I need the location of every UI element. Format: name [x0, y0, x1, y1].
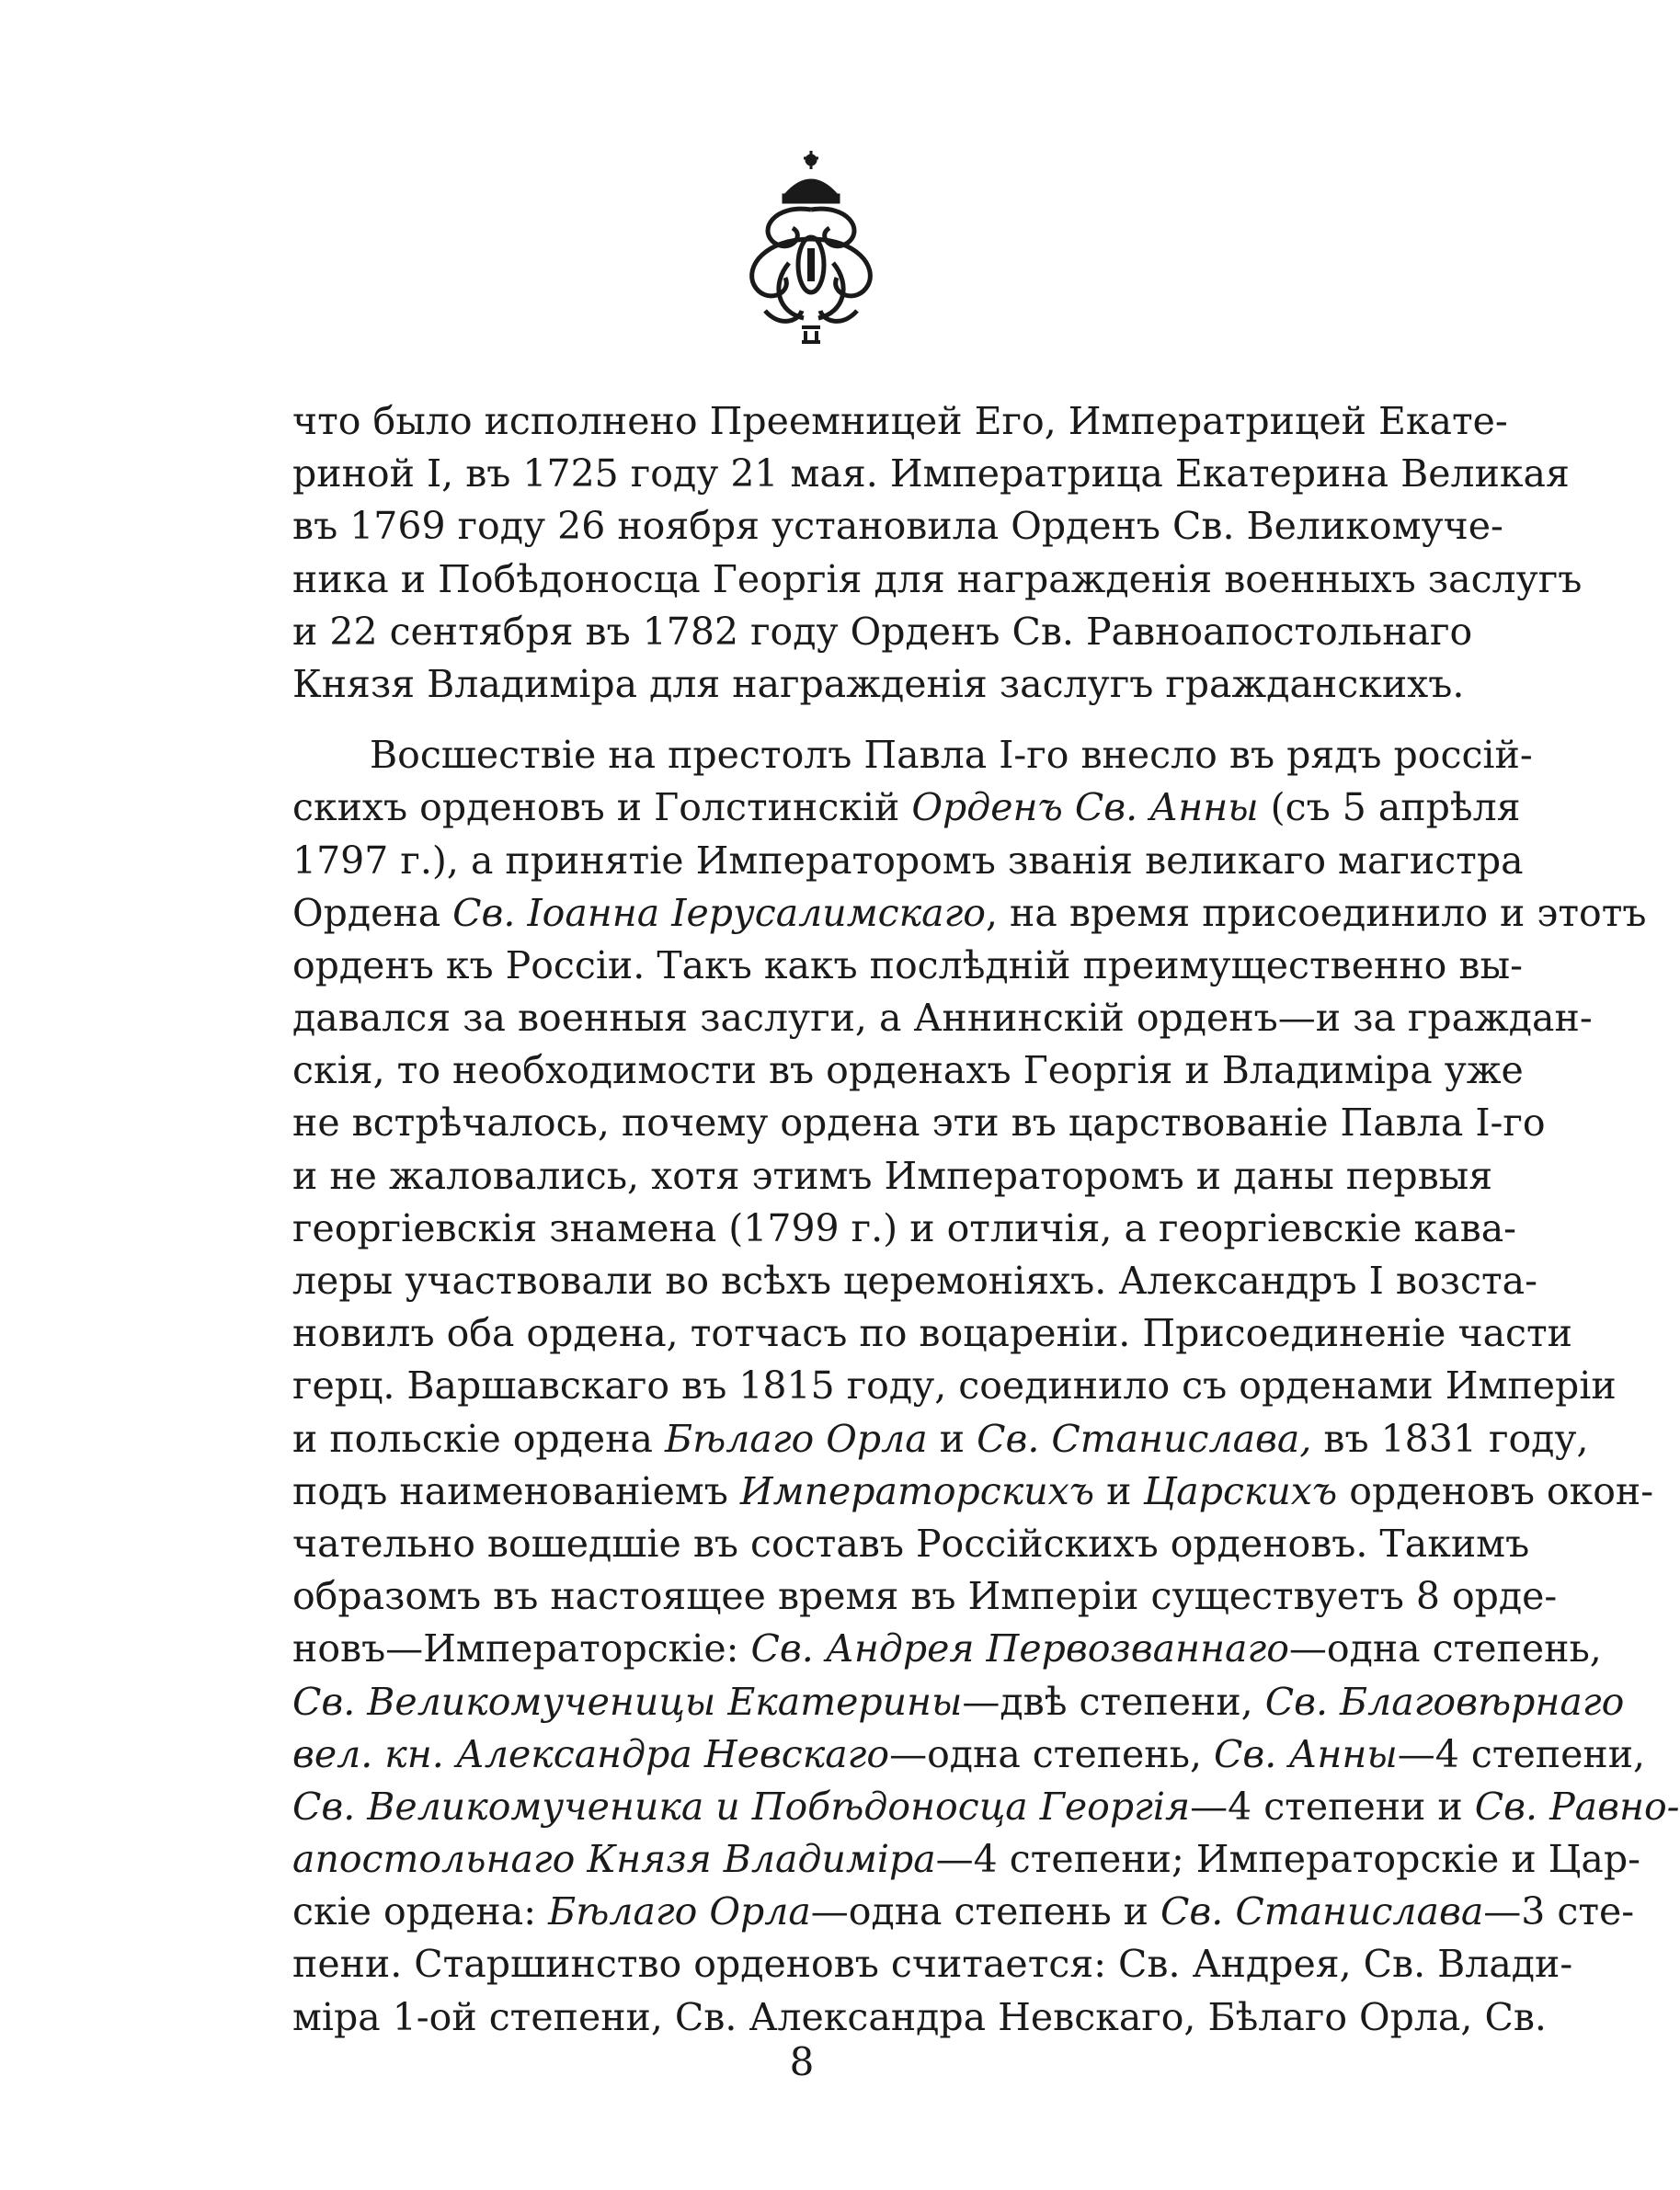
italic-segment: Св. Анны: [1214, 1731, 1398, 1776]
text-line: [292, 1150, 1493, 1203]
italic-segment: Бѣлаго Орла: [664, 1416, 928, 1461]
text-line: [292, 940, 1523, 992]
text-segment: не встрѣчалось, почему ордена эти въ царствованіе Павла I-го: [292, 1101, 1546, 1146]
text-line: [292, 1833, 1640, 1886]
text-segment: —одна степень,: [1288, 1626, 1602, 1671]
paragraph: [292, 729, 1680, 2044]
text-segment: міра 1-ой степени, Св. Александра Невскаго, Бѣлаго Орла, Св.: [292, 1994, 1547, 2039]
text-segment: —одна степень,: [889, 1731, 1215, 1776]
text-segment: скія, то необходимости въ орденахъ Георгія и Владиміра уже: [292, 1048, 1524, 1093]
text-line: [292, 1307, 1572, 1360]
text-segment: ника и Побѣдоносца Георгія для награжденія военныхъ заслугъ: [292, 556, 1583, 601]
italic-segment: Св. Равно-: [1474, 1784, 1680, 1829]
italic-segment: апостольнаго Князя Владиміра: [292, 1837, 936, 1882]
italic-segment: Орденъ Св. Анны: [911, 785, 1259, 830]
text-line: [292, 658, 1465, 711]
text-line: [292, 1991, 1547, 2044]
italic-segment: Св. Благовѣрнаго: [1264, 1679, 1625, 1724]
text-line: [292, 1097, 1546, 1149]
text-segment: и не жаловались, хотя этимъ Императоромъ и даны первыя: [292, 1153, 1493, 1198]
text-line: [292, 835, 1524, 887]
text-segment: въ 1769 году 26 ноября установила Орденъ Св. Великомуче-: [292, 504, 1503, 549]
text-segment: и: [927, 1416, 977, 1461]
text-segment: подъ наименованіемъ: [292, 1468, 740, 1513]
text-segment: и польскіе ордена: [292, 1416, 665, 1461]
italic-segment: Св. Станислава: [1160, 1889, 1484, 1934]
text-line: [292, 1203, 1516, 1255]
italic-segment: Царскихъ: [1143, 1468, 1338, 1513]
text-segment: пени. Старшинство орденовъ считается: Св. Андрея, Св. Влади-: [292, 1942, 1573, 1987]
text-line: [292, 1518, 1530, 1570]
paragraph: [292, 395, 1583, 711]
italic-segment: Св. Іоанна Іерусалимскаго: [452, 890, 986, 935]
text-segment: скіе ордена:: [292, 1889, 549, 1934]
text-segment: (съ 5 апрѣля: [1258, 785, 1521, 830]
text-segment: новъ—Императорскіе:: [292, 1626, 751, 1671]
text-segment: давался за военныя заслуги, а Аннинскій орденъ—и за граждан-: [292, 996, 1593, 1041]
text-line: [292, 1360, 1617, 1412]
text-line: [292, 448, 1570, 500]
italic-segment: Императорскихъ: [739, 1468, 1095, 1513]
italic-segment: Бѣлаго Орла: [548, 1889, 811, 1934]
text-segment: чательно вошедшіе въ составъ Россійскихъ орденовъ. Такимъ: [292, 1521, 1530, 1566]
text-line: [292, 1044, 1524, 1097]
text-segment: скихъ орденовъ и Голстинскій: [292, 785, 912, 830]
text-segment: —одна степень и: [810, 1889, 1161, 1934]
italic-segment: Св. Великомученицы Екатерины: [292, 1679, 963, 1724]
text-segment: образомъ въ настоящее время въ Имперіи существуетъ 8 орде-: [292, 1574, 1558, 1619]
monogram-crown-icon: [737, 147, 885, 345]
text-segment: въ 1831 году,: [1311, 1416, 1589, 1461]
text-segment: орденъ къ Россіи. Такъ какъ послѣдній преимущественно вы-: [292, 942, 1523, 987]
text-line: [292, 606, 1473, 658]
italic-segment: вел. кн. Александра Невскаго: [292, 1731, 890, 1776]
text-segment: новилъ оба ордена, тотчасъ по воцареніи. Присоединеніе части: [292, 1311, 1572, 1356]
text-segment: —4 степени; Императорскіе и Цар-: [935, 1837, 1640, 1882]
text-segment: Ордена: [292, 890, 453, 935]
text-line: [292, 500, 1503, 553]
text-line: [292, 1570, 1558, 1623]
text-line: [292, 729, 1533, 781]
text-line: [292, 1466, 1654, 1518]
text-line: [292, 1413, 1589, 1466]
text-line: [292, 1623, 1602, 1675]
body-text: [292, 395, 1680, 2044]
text-segment: риной I, въ 1725 году 21 мая. Императрица Екатерина Великая: [292, 451, 1570, 496]
text-segment: орденовъ окон-: [1337, 1468, 1654, 1513]
text-segment: —3 сте-: [1483, 1889, 1635, 1934]
text-segment: что было исполнено Преемницей Его, Императрицей Екате-: [292, 399, 1508, 443]
italic-segment: Св. Великомученика и Побѣдоносца Георгія: [292, 1784, 1191, 1829]
text-segment: Восшествіе на престолъ Павла I-го внесло въ рядъ россій-: [370, 733, 1533, 778]
text-segment: Князя Владиміра для награжденія заслугъ гражданскихъ.: [292, 661, 1465, 706]
italic-segment: Св. Андрея Первозваннаго: [750, 1626, 1289, 1671]
text-segment: леры участвовали во всѣхъ церемоніяхъ. Александръ I возста-: [292, 1259, 1537, 1303]
text-line: [292, 781, 1521, 834]
text-line: [292, 395, 1508, 448]
text-line: [292, 992, 1593, 1044]
text-segment: герц. Варшавскаго въ 1815 году, соединило съ орденами Имперіи: [292, 1363, 1617, 1409]
text-line: [292, 1255, 1537, 1307]
text-segment: —4 степени и: [1190, 1784, 1475, 1829]
text-segment: и: [1094, 1468, 1144, 1513]
text-line: [292, 887, 1647, 940]
text-segment: 1797 г.), а принятіе Императоромъ званія великаго магистра: [292, 838, 1524, 883]
text-line: [292, 1781, 1680, 1833]
text-segment: —двѣ степени,: [962, 1679, 1265, 1724]
text-line: [292, 1886, 1635, 1938]
text-segment: —4 степени,: [1397, 1731, 1646, 1776]
page-number: 8: [789, 2039, 815, 2084]
text-line: [292, 1728, 1646, 1781]
italic-segment: Св. Станислава,: [977, 1416, 1312, 1461]
text-line: [292, 1938, 1573, 1990]
text-line: [292, 1676, 1625, 1728]
text-line: [292, 553, 1583, 606]
text-segment: и 22 сентября въ 1782 году Орденъ Св. Равноапостольнаго: [292, 609, 1473, 654]
text-segment: георгіевскія знамена (1799 г.) и отличія, а георгіевскіе кава-: [292, 1205, 1516, 1250]
text-segment: , на время присоединило и этотъ: [985, 890, 1647, 935]
